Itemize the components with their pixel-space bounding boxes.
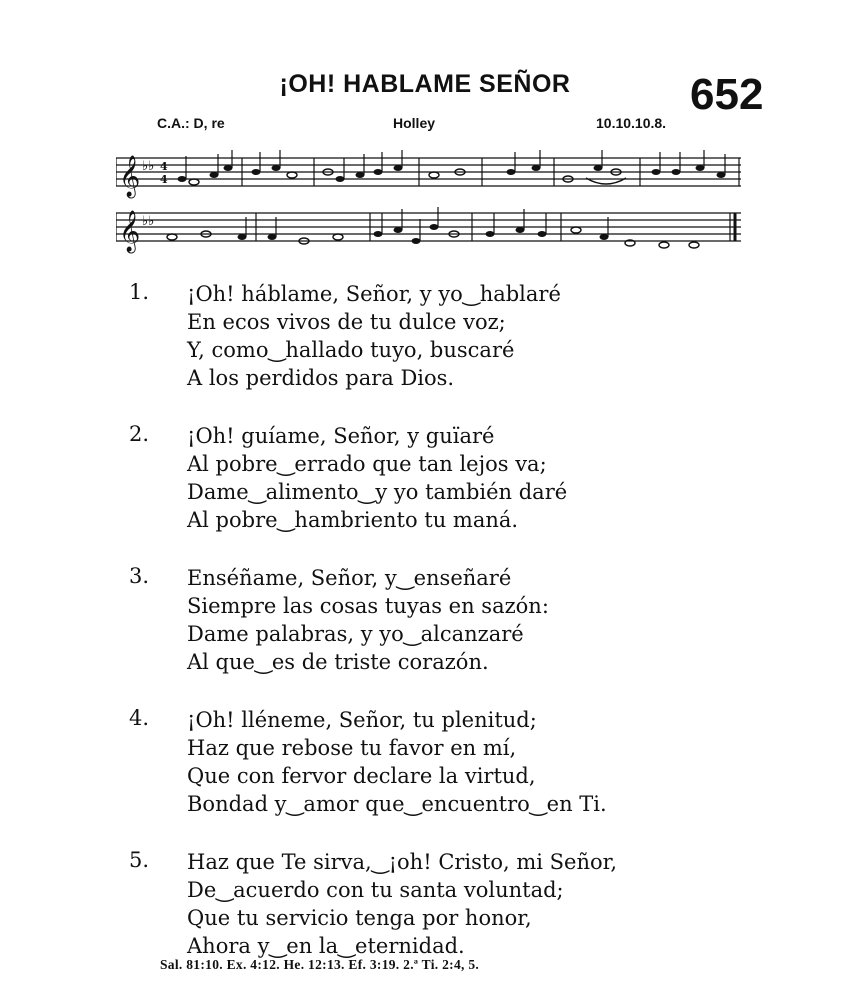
meter-text: 10.10.10.8. bbox=[596, 115, 667, 131]
music-staff-treble bbox=[116, 150, 741, 200]
verse-line: ¡Oh! háblame, Señor, y yo‿hablaré bbox=[187, 282, 561, 306]
svg-text:♭♭: ♭♭ bbox=[142, 159, 155, 174]
verse-number: 3. bbox=[129, 564, 150, 588]
verse-line: Ahora y‿en la‿eternidad. bbox=[187, 934, 465, 958]
hymn-number: 652 bbox=[690, 70, 764, 119]
verse-line: Haz que Te sirva,‿¡oh! Cristo, mi Señor, bbox=[187, 850, 618, 874]
verse-2 bbox=[129, 422, 769, 534]
key-signature-text: C.A.: D, re bbox=[157, 115, 225, 131]
verse-line: A los perdidos para Dios. bbox=[187, 366, 455, 390]
hymn-title: ¡OH! HABLAME SEÑOR bbox=[279, 70, 571, 98]
music-staff-bass bbox=[116, 205, 741, 260]
verse-line: ¡Oh! lléneme, Señor, tu plenitud; bbox=[187, 708, 537, 732]
verse-line: Al pobre‿errado que tan lejos va; bbox=[187, 452, 547, 476]
verse-line: Que con fervor declare la virtud, bbox=[187, 764, 536, 788]
verse-line: Al pobre‿hambriento tu maná. bbox=[187, 508, 519, 532]
svg-text:♭♭: ♭♭ bbox=[142, 214, 155, 229]
verse-line: En ecos vivos de tu dulce voz; bbox=[187, 310, 506, 334]
verse-number: 1. bbox=[129, 280, 150, 304]
verse-line: Dame palabras, y yo‿alcanzaré bbox=[187, 622, 524, 646]
verse-number: 5. bbox=[129, 848, 150, 872]
verse-3 bbox=[129, 564, 769, 676]
verse-4 bbox=[129, 706, 769, 818]
verse-line: Haz que rebose tu favor en mí, bbox=[187, 736, 517, 760]
verse-1 bbox=[129, 280, 769, 392]
svg-text:4: 4 bbox=[160, 160, 168, 173]
verses bbox=[129, 280, 769, 990]
verse-line: Bondad y‿amor que‿encuentro‿en Ti. bbox=[187, 792, 607, 816]
verse-5 bbox=[129, 848, 769, 960]
verse-line: De‿acuerdo con tu santa voluntad; bbox=[187, 878, 564, 902]
svg-text:𝄞: 𝄞 bbox=[119, 156, 141, 197]
verse-line: Dame‿alimento‿y yo también daré bbox=[187, 480, 568, 504]
scripture-references: Sal. 81:10. Ex. 4:12. He. 12:13. Ef. 3:19. 2.ª Ti. 2:4, 5. bbox=[160, 957, 480, 972]
verse-line: Y, como‿hallado tuyo, buscaré bbox=[187, 338, 515, 362]
verse-line: Que tu servicio tenga por honor, bbox=[187, 906, 532, 930]
verse-number: 2. bbox=[129, 422, 150, 446]
svg-text:𝄞: 𝄞 bbox=[119, 211, 141, 252]
svg-text:4: 4 bbox=[160, 173, 168, 186]
verse-line: Enséñame, Señor, y‿enseñaré bbox=[187, 566, 512, 590]
composer-name: Holley bbox=[393, 115, 436, 131]
verse-line: ¡Oh! guíame, Señor, y guïaré bbox=[187, 424, 495, 448]
verse-number: 4. bbox=[129, 706, 150, 730]
verse-line: Siempre las cosas tuyas en sazón: bbox=[187, 594, 549, 618]
verse-line: Al que‿es de triste corazón. bbox=[187, 650, 489, 674]
